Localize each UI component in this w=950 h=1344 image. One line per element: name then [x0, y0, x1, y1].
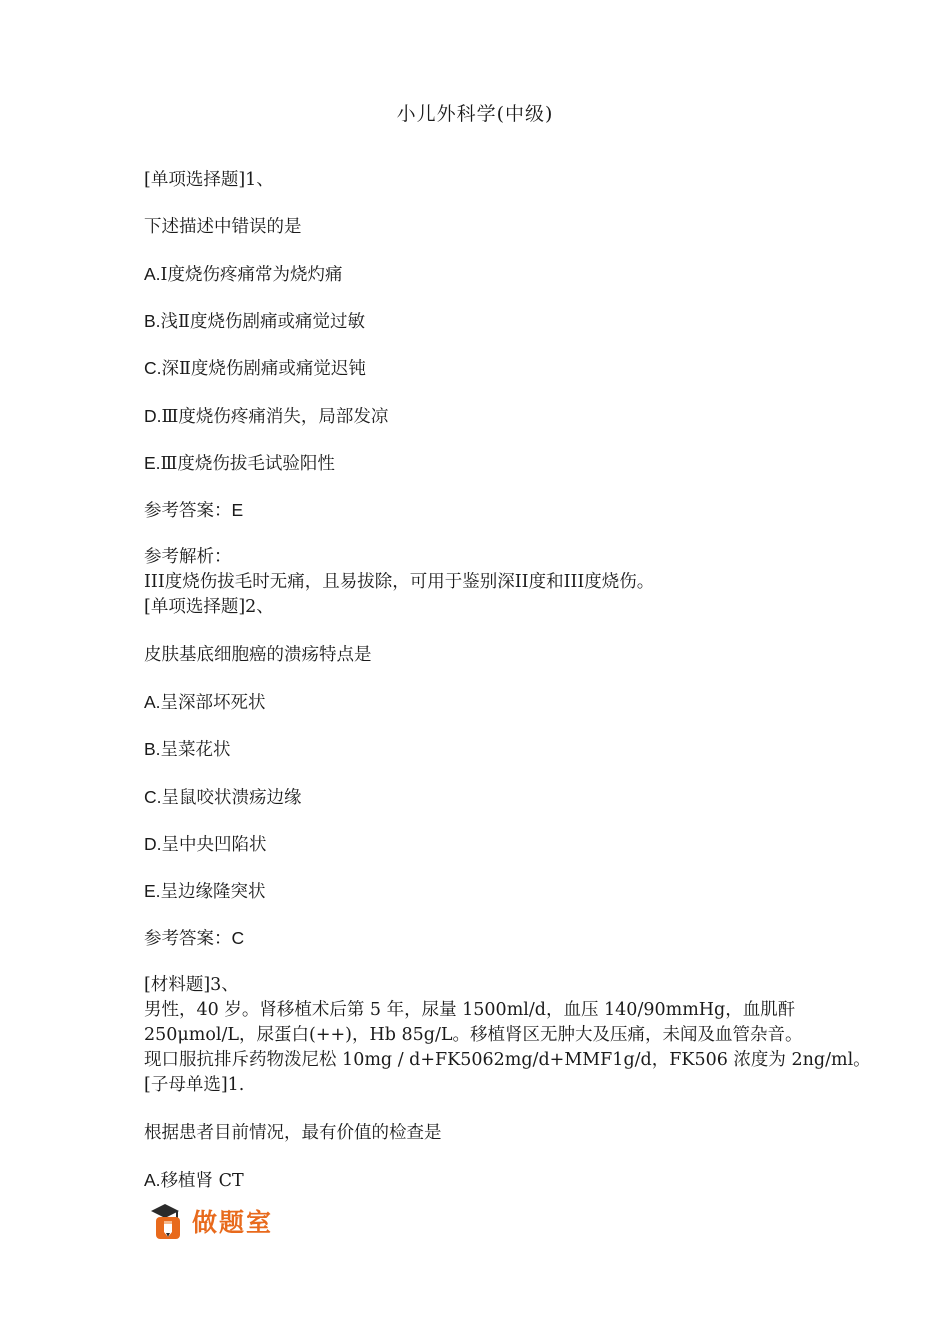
answer-line [144, 498, 243, 523]
option-a-prefix: A. [144, 264, 161, 284]
option-c-text: 深Ⅱ度烧伤剧痛或痛觉迟钝 [161, 359, 366, 379]
option-e-text: 呈边缘隆突状 [160, 882, 266, 902]
logo-text: 做题室 [192, 1208, 274, 1237]
option-c [144, 356, 366, 381]
option-a-prefix: A. [144, 692, 161, 712]
option-c-text: 呈鼠咬状溃疡边缘 [161, 788, 302, 808]
option-a-prefix: A. [144, 1170, 161, 1190]
option-d [144, 404, 388, 429]
option-c-prefix: C. [144, 787, 162, 807]
option-c [144, 785, 302, 810]
option-a [144, 262, 342, 287]
option-d-prefix: D. [144, 406, 162, 426]
answer-line [144, 926, 244, 951]
option-e-prefix: E. [144, 881, 161, 901]
site-logo [148, 1200, 273, 1242]
option-d [144, 832, 267, 857]
option-b-text: 呈菜花状 [160, 740, 231, 760]
analysis-text: III度烧伤拔毛时无痛，且易拔除，可用于鉴别深II度和III度烧伤。 [144, 572, 655, 592]
material-text-line: 250μmol/L，尿蛋白(++)，Hb 85g/L。移植肾区无肿大及压痛，未闻及血管杂音。 [144, 1025, 803, 1045]
option-b [144, 309, 365, 334]
option-b-prefix: B. [144, 739, 161, 759]
option-a-text: Ⅰ度烧伤疼痛常为烧灼痛 [160, 265, 343, 285]
option-d-prefix: D. [144, 834, 162, 854]
option-b-text: 浅Ⅱ度烧伤剧痛或痛觉过敏 [160, 312, 365, 332]
option-a-text: 呈深部坏死状 [160, 693, 266, 713]
option-e-prefix: E. [144, 453, 161, 473]
question-stem: 皮肤基底细胞癌的溃疡特点是 [144, 645, 372, 665]
answer-label: 参考答案： [144, 501, 232, 521]
question-type-label: [单项选择题]1、 [144, 170, 274, 190]
option-a [144, 1168, 244, 1193]
option-e [144, 451, 335, 476]
option-a-text: 移植肾 CT [160, 1171, 244, 1191]
option-d-text: Ⅲ度烧伤疼痛消失，局部发凉 [161, 407, 389, 427]
option-d-text: 呈中央凹陷状 [161, 835, 267, 855]
material-text-line: 现口服抗排斥药物泼尼松 10mg / d+FK5062mg/d+MMF1g/d，FK506 浓度为 2ng/ml。 [144, 1050, 871, 1070]
material-text-line: 男性，40 岁。肾移植术后第 5 年，尿量 1500ml/d，血压 140/90mmHg，血肌酐 [144, 1000, 796, 1020]
graduation-cap-pencil-icon [148, 1201, 188, 1241]
question-type-label: [材料题]3、 [144, 975, 239, 995]
question-type-label: [单项选择题]2、 [144, 597, 274, 617]
answer-value: C [231, 928, 245, 948]
option-a [144, 690, 266, 715]
option-b-prefix: B. [144, 311, 161, 331]
analysis-label: 参考解析： [144, 547, 232, 567]
answer-value: E [231, 500, 244, 520]
page-title: 小儿外科学(中级) [396, 103, 554, 125]
option-e-text: Ⅲ度烧伤拔毛试验阳性 [160, 454, 335, 474]
answer-label: 参考答案： [144, 929, 232, 949]
option-b [144, 737, 231, 762]
sub-question-type-label: [子母单选]1. [144, 1075, 245, 1095]
sub-question-stem: 根据患者目前情况，最有价值的检查是 [144, 1123, 442, 1143]
question-stem: 下述描述中错误的是 [144, 217, 302, 237]
option-e [144, 879, 266, 904]
option-c-prefix: C. [144, 358, 162, 378]
